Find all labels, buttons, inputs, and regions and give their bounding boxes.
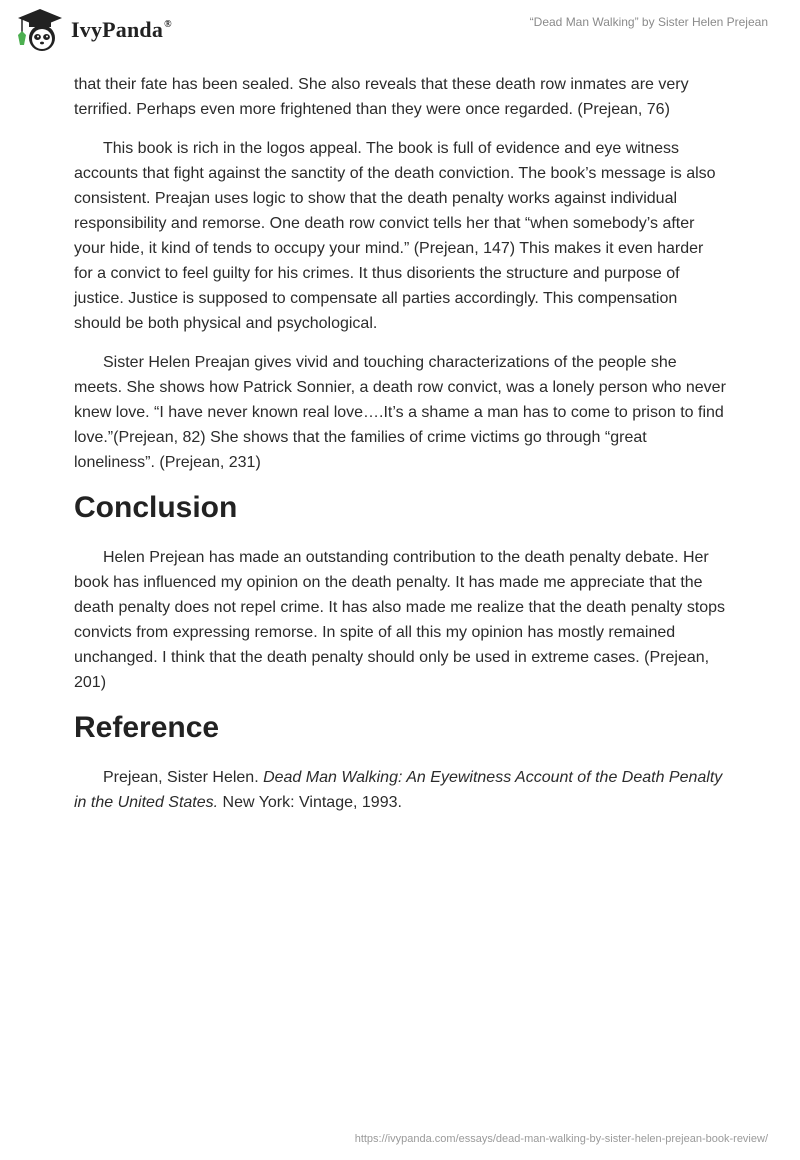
- paragraph-characterizations: Sister Helen Preajan gives vivid and touching characterizations of the people she meets. She shows how Patrick Sonnier, a death row convict, was a lonely person who never knew love. “I have never known real love….It’s a shame a man has to come to prison to find love.”(Prejean, 82) She shows that the families of crime victims go through “great loneliness”. (Prejean, 231): [74, 354, 726, 471]
- essay-content: [74, 72, 726, 829]
- paragraph-continued: that their fate has been sealed. She also reveals that these death row inmates are very terrified. Perhaps even more frightened than they were once regarded. (Prejean, 76): [74, 76, 689, 118]
- paragraph-logos-appeal: This book is rich in the logos appeal. The book is full of evidence and eye witness accounts that fight against the sanctity of the death conviction. The book’s message is also consistent. Preajan uses logic to show that the death penalty works against individual responsibility and remorse. One death row convict tells her that “when somebody’s after your hide, it kind of tends to occupy your mind.” (Prejean, 147) This makes it even harder for a convict to feel guilty for his crimes. It thus disorients the structure and purpose of justice. Justice is supposed to compensate all parties accordingly. This compensation should be both physical and psychological.: [74, 140, 716, 332]
- page-header: [0, 0, 800, 64]
- conclusion-paragraph: Helen Prejean has made an outstanding contribution to the death penalty debate. Her book has influenced my opinion on the death penalty. It has made me appreciate that the death penalty does not repel crime. It has also made me realize that the death penalty stops convicts from expressing remorse. In spite of all this my opinion has mostly remained unchanged. I think that the death penalty should only be used in extreme cases. (Prejean, 201): [74, 549, 726, 691]
- reference-citation: [74, 765, 726, 815]
- running-title: “Dead Man Walking” by Sister Helen Prejean: [529, 15, 768, 29]
- reference-author: Prejean, Sister Helen: [103, 769, 255, 786]
- panda-graduation-icon: [14, 7, 66, 53]
- reference-publisher: New York: Vintage, 1993.: [218, 794, 402, 811]
- ivypanda-logo[interactable]: [14, 7, 172, 53]
- reference-heading: Reference: [74, 711, 220, 744]
- reference-book-title: Dead Man Walking: An Eyewitness Account of the Death Penalty in the United States.: [74, 769, 723, 811]
- conclusion-heading: Conclusion: [74, 491, 238, 524]
- logo-wordmark: IvyPanda®: [71, 17, 172, 42]
- source-url-link[interactable]: https://ivypanda.com/essays/dead-man-walking-by-sister-helen-prejean-book-review/: [354, 1133, 768, 1145]
- reference-separator: .: [254, 769, 264, 786]
- registered-mark: ®: [164, 18, 172, 30]
